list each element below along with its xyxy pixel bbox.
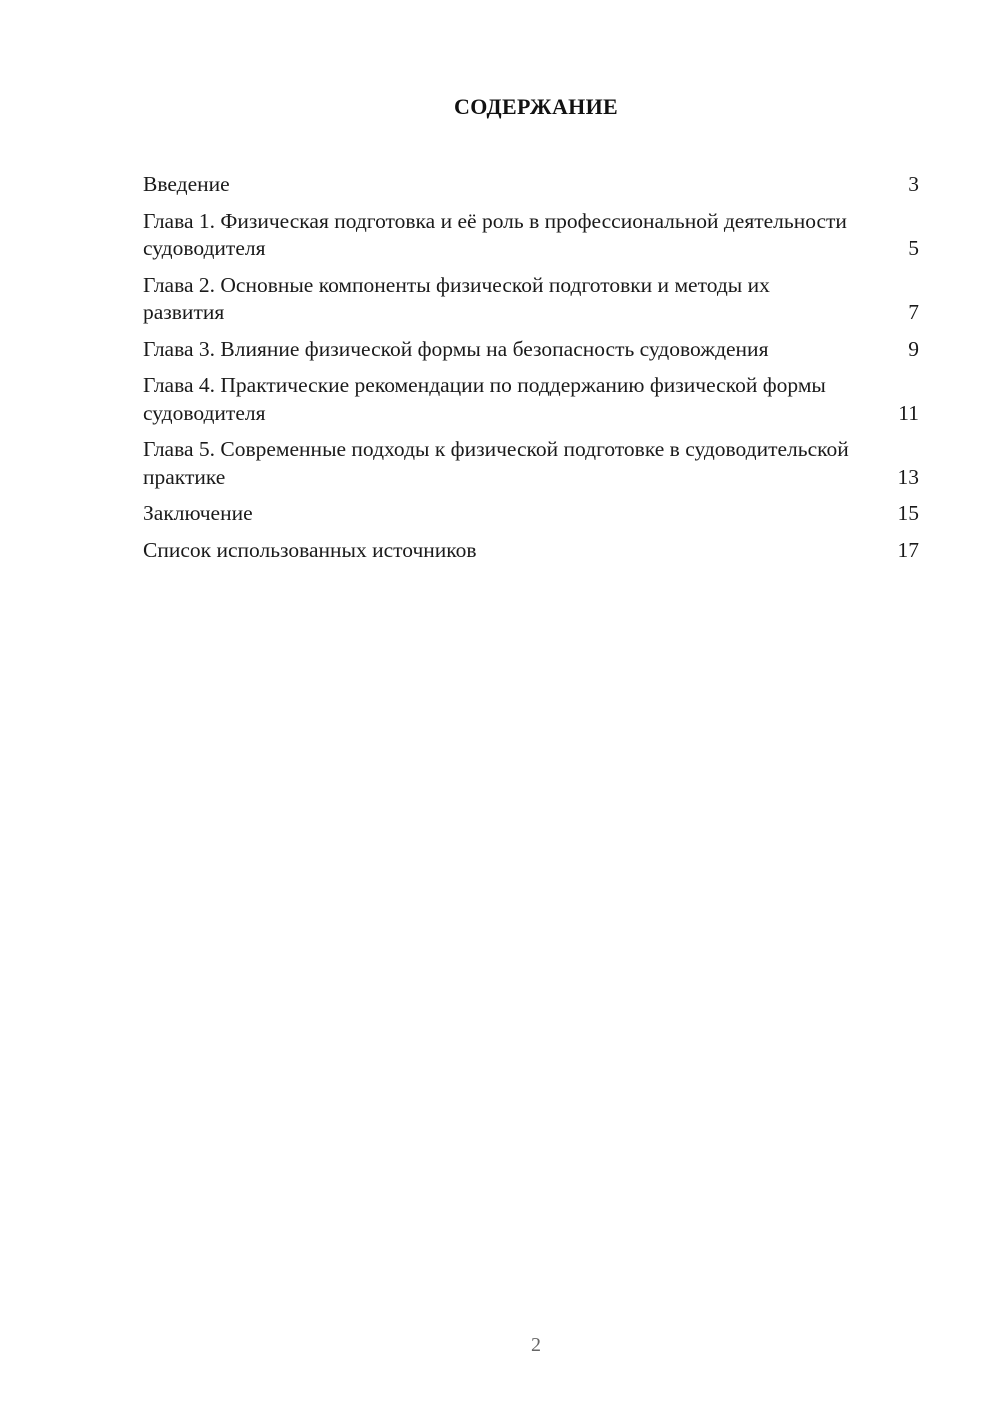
toc-entry-text: Глава 5. Современные подходы к физической подготовке в судоводительской практике [143,437,849,489]
toc-entry-text: Глава 4. Практические рекомендации по поддержанию физической формы судоводителя [143,373,826,425]
toc-entry-page: 15 [897,501,919,525]
toc-entry-chapter-1[interactable] [143,208,919,263]
toc-entry-references[interactable] [143,537,919,565]
toc-entry-page: 5 [908,236,919,260]
toc-entry-page: 17 [897,537,919,562]
toc-entry-text: Глава 3. Влияние физической формы на безопасность судовождения [143,336,769,361]
toc-entry-chapter-5[interactable] [143,436,919,491]
toc-entry-chapter-2[interactable] [143,272,919,327]
toc-entry-page: 13 [897,464,919,489]
toc-entry-introduction[interactable] [143,171,919,199]
toc-entry-chapter-3[interactable] [143,336,919,364]
toc-entry-chapter-4[interactable] [143,372,919,427]
toc-entry-text: Глава 1. Физическая подготовка и её роль в профессиональной деятельности судоводителя [143,208,847,260]
toc-entry-text: Введение [143,172,230,196]
toc-entry-page: 9 [908,336,919,361]
page-number: 2 [531,1334,541,1356]
toc-entry-page: 7 [908,300,919,324]
toc-entry-text: Список использованных источников [143,537,477,562]
toc-entry-text: Глава 2. Основные компоненты физической подготовки и методы их развития [143,272,770,324]
table-of-contents [143,171,919,573]
toc-entry-page: 11 [898,400,919,425]
toc-entry-text: Заключение [143,501,253,525]
page-title: СОДЕРЖАНИЕ [454,94,618,119]
toc-entry-conclusion[interactable] [143,500,919,528]
toc-entry-page: 3 [908,172,919,196]
